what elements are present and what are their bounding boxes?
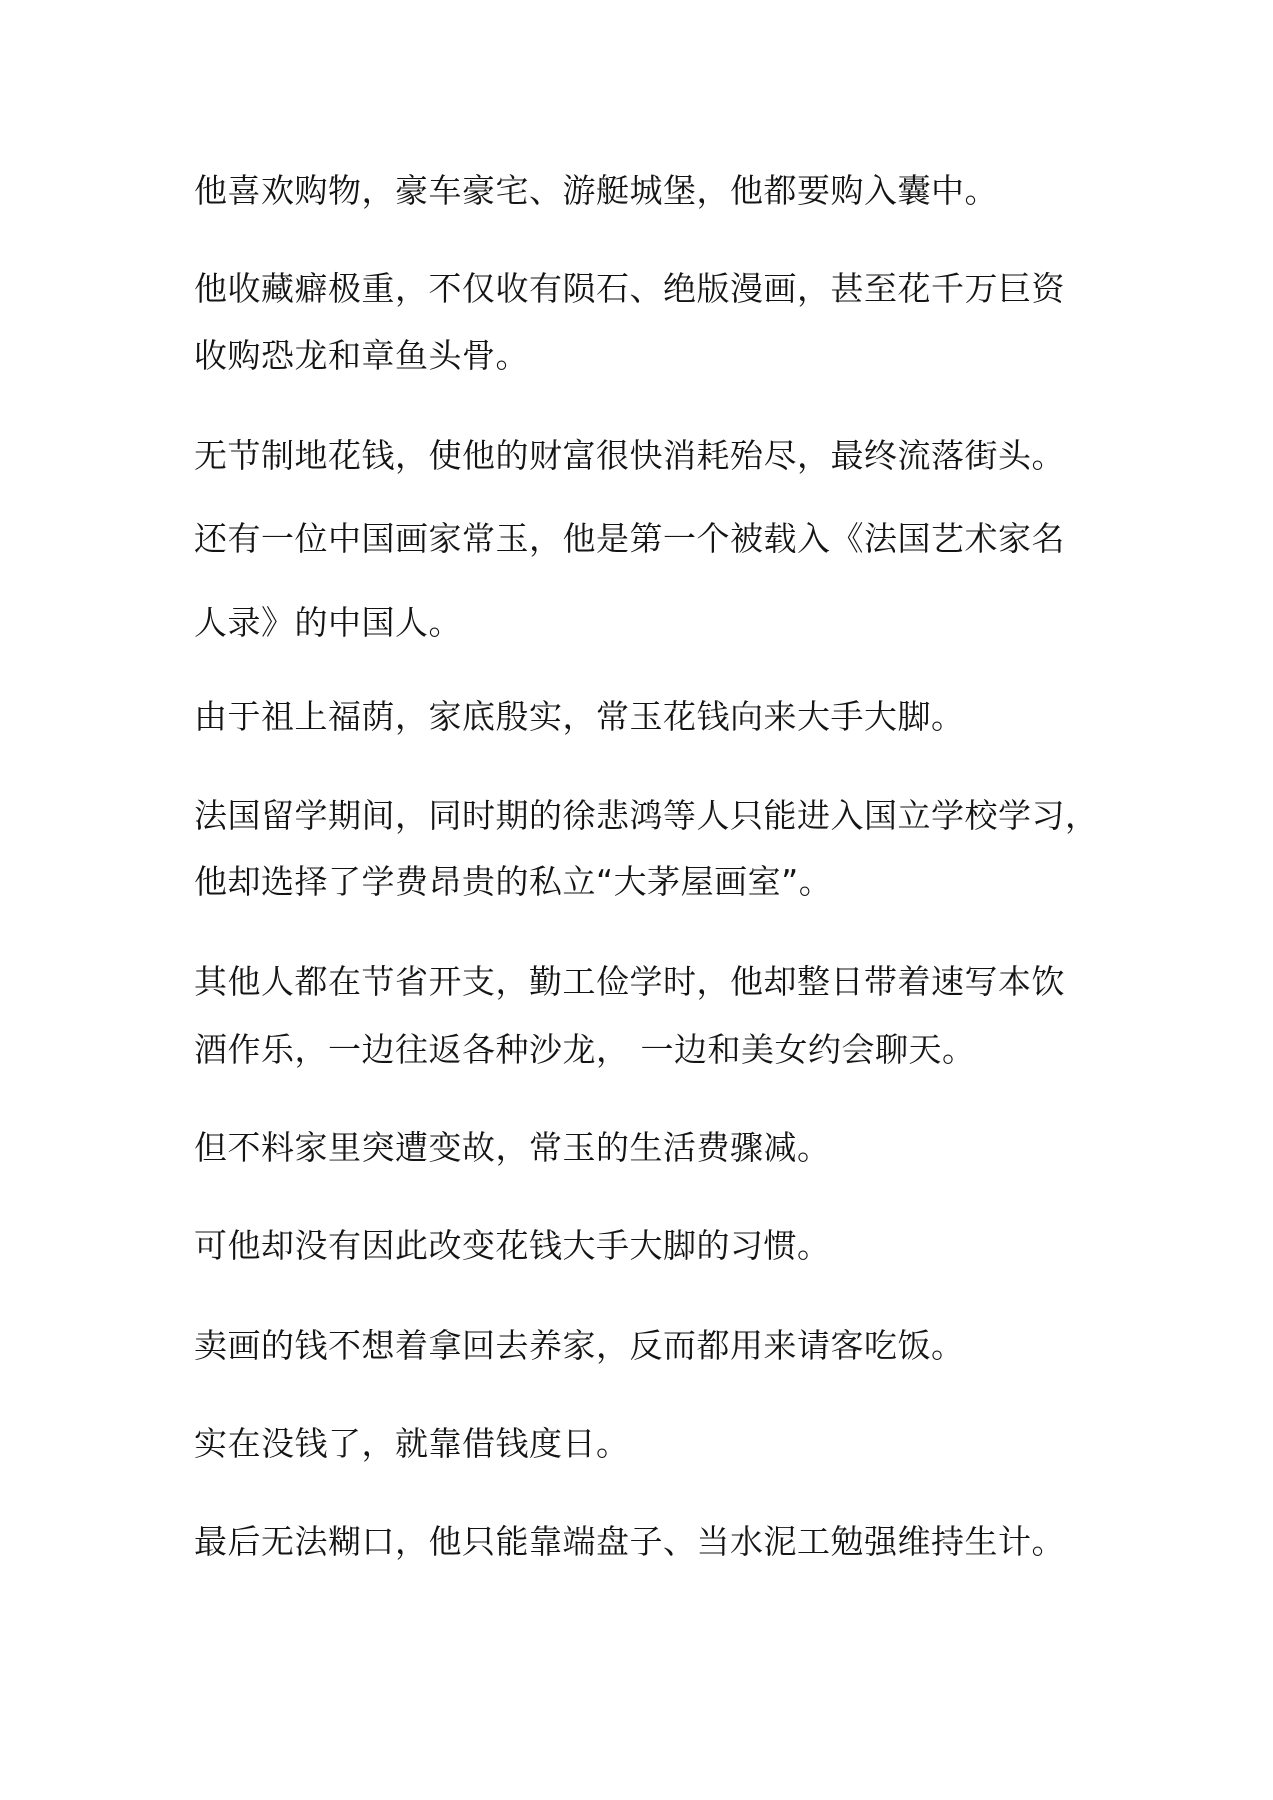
text-line: 法国留学期间，同时期的徐悲鸿等人只能进入国立学校学习， bbox=[194, 796, 1099, 835]
text-line: 他喜欢购物，豪车豪宅、游艇城堡，他都要购入囊中。 bbox=[194, 171, 998, 210]
text-line: 收购恐龙和章鱼头骨。 bbox=[194, 336, 529, 375]
text-line: 还有一位中国画家常玉，他是第一个被载入《法国艺术家名 bbox=[194, 519, 1065, 558]
text-line: 其他人都在节省开支，勤工俭学时，他却整日带着速写本饮 bbox=[194, 962, 1065, 1001]
text-line: 无节制地花钱，使他的财富很快消耗殆尽，最终流落街头。 bbox=[194, 436, 1065, 475]
text-line: 由于祖上福荫，家底殷实，常玉花钱向来大手大脚。 bbox=[194, 697, 965, 736]
text-line: 最后无法糊口，他只能靠端盘子、当水泥工勉强维持生计。 bbox=[194, 1522, 1065, 1561]
text-line: 卖画的钱不想着拿回去养家，反而都用来请客吃饭。 bbox=[194, 1326, 965, 1365]
text-line: 他却选择了学费昂贵的私立“大茅屋画室”。 bbox=[194, 862, 833, 901]
text-line: 但不料家里突遭变故，常玉的生活费骤减。 bbox=[194, 1128, 831, 1167]
text-line: 可他却没有因此改变花钱大手大脚的习惯。 bbox=[194, 1226, 831, 1265]
text-line: 酒作乐，一边往返各种沙龙， 一边和美女约会聊天。 bbox=[194, 1030, 976, 1069]
text-line: 他收藏癖极重，不仅收有陨石、绝版漫画，甚至花千万巨资 bbox=[194, 269, 1065, 308]
text-line: 人录》的中国人。 bbox=[194, 603, 462, 642]
text-line: 实在没钱了，就靠借钱度日。 bbox=[194, 1424, 630, 1463]
